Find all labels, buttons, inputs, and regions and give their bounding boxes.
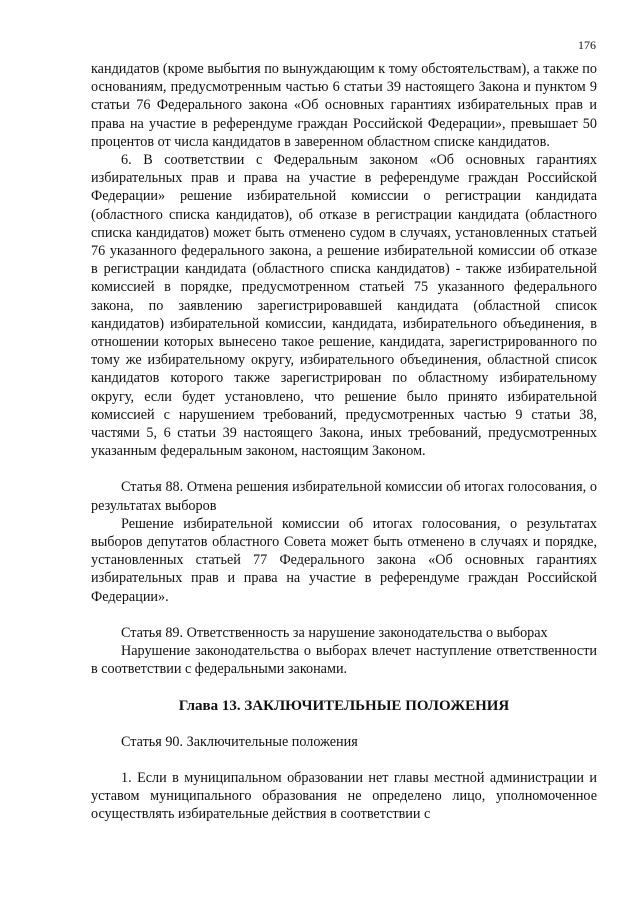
chapter-13-heading: Глава 13. ЗАКЛЮЧИТЕЛЬНЫЕ ПОЛОЖЕНИЯ <box>178 697 510 714</box>
article-90-paragraph-1: 1. Если в муниципальном образовании нет главы местной администрации и уставом муниципального образования не определено лицо, уполномоченное осуществлять избирательные действия в соответствии с <box>91 769 597 823</box>
article-88-text: Решение избирательной комиссии об итогах голосования, о результатах выборов депутатов областного Совета может быть отменено в случаях и порядке, установленных статьей 77 Федерального закона «Об основных гарантиях избирательных прав и права на участие в референдуме граждан Российской Федерации». <box>91 515 597 605</box>
document-body <box>91 60 597 824</box>
page-number: 176 <box>578 38 596 52</box>
article-89-title: Статья 89. Ответственность за нарушение законодательства о выборах <box>121 624 548 641</box>
article-88-title: Статья 88. Отмена решения избирательной комиссии об итогах голосования, о результатах выборов <box>91 479 597 514</box>
article-89-text: Нарушение законодательства о выборах влечет наступление ответственности в соответствии с федеральными законами. <box>91 643 597 678</box>
paragraph-6: 6. В соответствии с Федеральным законом «Об основных гарантиях избирательных прав и права на участие в референдуме граждан Российской Федерации» решение избирательной комиссии о регистрации кандидата (областного списка кандидатов), об отказе в регистрации кандидата (областного списка кандидатов) может быть отменено судом в случаях, установленных статьей 76 указанного федерального закона, а решение избирательной комиссии об отказе в регистрации кандидата (областного списка кандидатов) - также избирательной комиссией в порядке, предусмотренном статьей 75 указанного федерального закона, по заявлению зарегистрировавшей кандидата (областной список кандидатов) избирательной комиссии, кандидата, избирательного объединения, в отношении которых вынесено такое решение, кандидата, зарегистрированного по тому же избирательному округу, избирательного объединения, областной список кандидатов которого также зарегистрирован по областному избирательному округу, если будет установлено, что решение было принято избирательной комиссией с нарушением требований, предусмотренных частью 9 статьи 38, частями 5, 6 статьи 39 настоящего Закона, иных требований, предусмотренных указанным федеральным законом, настоящим Законом. <box>91 152 597 460</box>
article-90-title: Статья 90. Заключительные положения <box>121 733 358 750</box>
paragraph-continuation: кандидатов (кроме выбытия по вынуждающим к тому обстоятельствам), а также по основаниям, предусмотренным частью 6 статьи 39 настоящего Закона и пунктом 9 статьи 76 Федерального закона «Об основных гарантиях избирательных прав и права на участие в референдуме граждан Российской Федерации», превышает 50 процентов от числа кандидатов в заверенном областном списке кандидатов. <box>91 61 597 150</box>
